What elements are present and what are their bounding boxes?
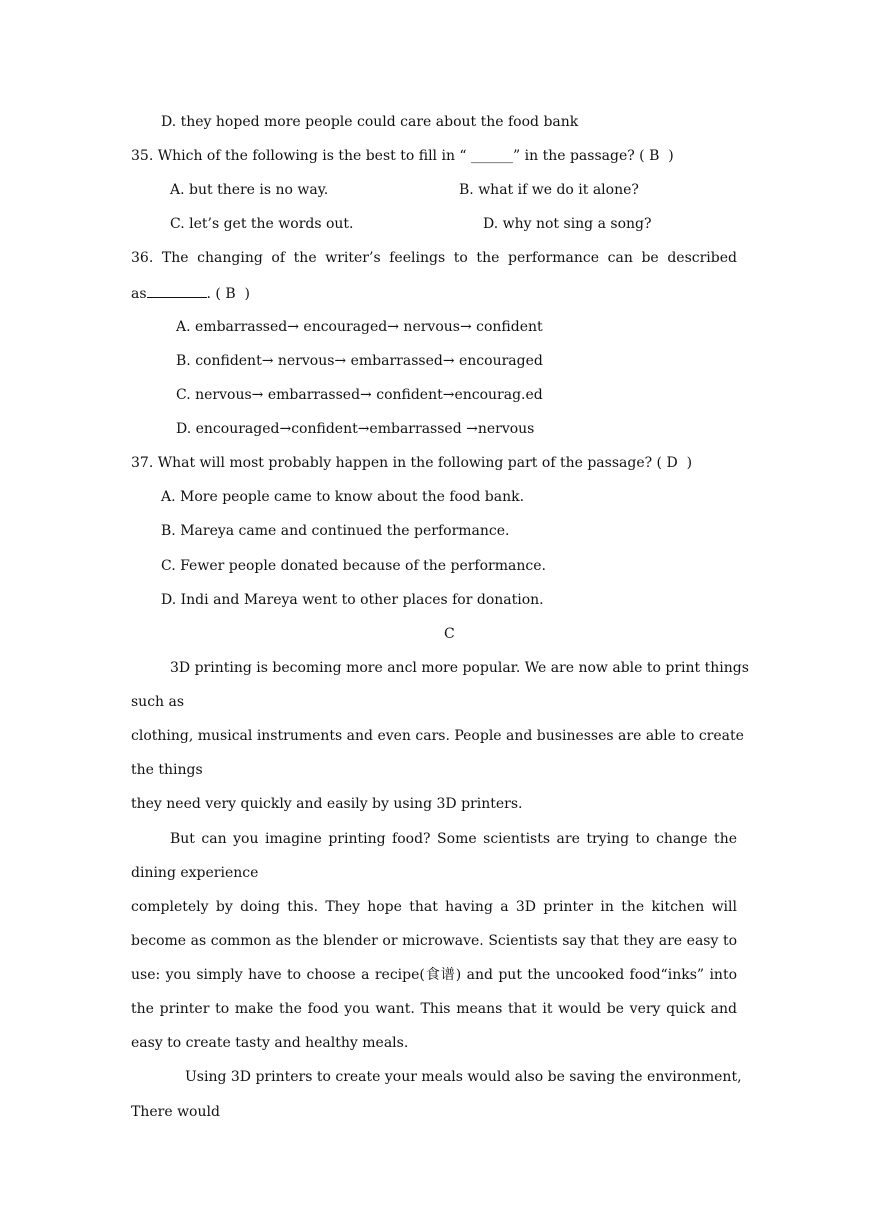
- q36-option-a: A. embarrassed→ encouraged→ nervous→ confident: [176, 319, 543, 335]
- paragraph-line: clothing, musical instruments and even cars. People and businesses are able to create: [131, 728, 744, 744]
- q35-option-d: D. why not sing a song?: [483, 216, 652, 232]
- q36-option-c: C. nervous→ embarrassed→ confident→encourag.ed: [176, 387, 543, 403]
- q36-stem-suffix: . ( B ): [206, 286, 250, 302]
- paragraph-line: use: you simply have to choose a recipe(食谱) and put the uncooked food“inks” into: [131, 967, 737, 983]
- q34-option-d: D. they hoped more people could care about the food bank: [161, 114, 579, 130]
- q36-option-d: D. encouraged→confident→embarrassed →nervous: [176, 421, 535, 437]
- paragraph-line: easy to create tasty and healthy meals.: [131, 1035, 409, 1051]
- answer-blank: [147, 283, 207, 298]
- q37-option-c: C. Fewer people donated because of the performance.: [161, 558, 546, 574]
- q35-option-c: C. let’s get the words out.: [170, 216, 354, 232]
- q37-option-b: B. Mareya came and continued the performance.: [161, 523, 510, 539]
- paragraph-line: But can you imagine printing food? Some scientists are trying to change the: [170, 831, 737, 847]
- q37-stem: 37. What will most probably happen in the following part of the passage? ( D ): [131, 455, 693, 471]
- q37-option-a: A. More people came to know about the food bank.: [161, 489, 525, 505]
- paragraph-line: There would: [131, 1104, 220, 1120]
- paragraph-line: Using 3D printers to create your meals would also be saving the environment,: [185, 1069, 742, 1085]
- q36-stem-line2: [131, 283, 250, 304]
- paragraph-line: such as: [131, 694, 185, 710]
- q35-option-b: B. what if we do it alone?: [459, 182, 639, 198]
- q35-option-a: A. but there is no way.: [170, 182, 329, 198]
- paragraph-line: completely by doing this. They hope that having a 3D printer in the kitchen will: [131, 899, 737, 915]
- q37-option-d: D. Indi and Mareya went to other places for donation.: [161, 592, 544, 608]
- paragraph-line: the printer to make the food you want. This means that it would be very quick and: [131, 1001, 737, 1017]
- paragraph-line: 3D printing is becoming more ancl more popular. We are now able to print things: [170, 660, 749, 676]
- q35-stem: 35. Which of the following is the best to fill in “ ______” in the passage? ( B ): [131, 148, 674, 164]
- paragraph-line: they need very quickly and easily by using 3D printers.: [131, 796, 523, 812]
- paragraph-line: become as common as the blender or microwave. Scientists say that they are easy to: [131, 933, 737, 949]
- q36-stem-line1: 36. The changing of the writer’s feelings to the performance can be described: [131, 250, 737, 266]
- paragraph-line: the things: [131, 762, 203, 778]
- q36-option-b: B. confident→ nervous→ embarrassed→ encouraged: [176, 353, 543, 369]
- paragraph-line: dining experience: [131, 865, 259, 881]
- section-heading: C: [444, 626, 455, 642]
- q36-stem-prefix: as: [131, 286, 147, 302]
